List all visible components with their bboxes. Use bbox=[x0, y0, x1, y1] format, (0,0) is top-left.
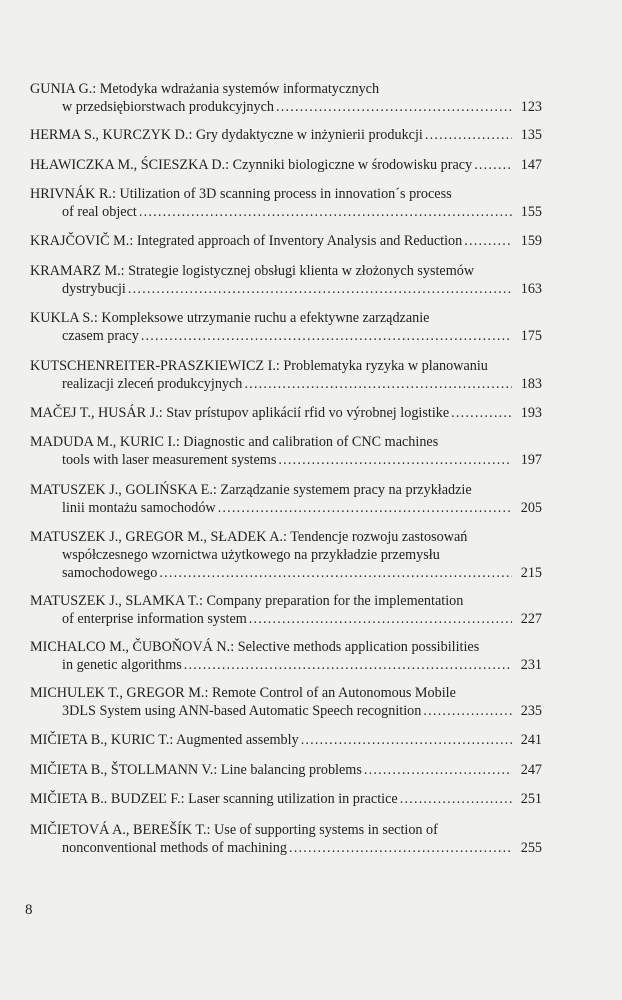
toc-page-number: 241 bbox=[520, 732, 542, 748]
toc-entry-text: MICHULEK T., GREGOR M.: Remote Control of an Autonomous Mobile bbox=[30, 685, 456, 701]
toc-entry-text: czasem pracy bbox=[62, 328, 139, 344]
toc-entry-text: samochodowego bbox=[62, 565, 158, 581]
toc-entry bbox=[30, 126, 542, 144]
toc-entry-text: tools with laser measurement systems bbox=[62, 452, 277, 468]
toc-entry-text: of real object bbox=[62, 204, 137, 220]
toc-entry-text: linii montażu samochodów bbox=[62, 500, 216, 516]
toc-entry-last-line bbox=[30, 451, 542, 469]
toc-leader-dots bbox=[423, 702, 512, 720]
toc-entry bbox=[30, 404, 542, 422]
toc-entry-text: nonconventional methods of machining bbox=[62, 840, 287, 856]
toc-entry-text: HRIVNÁK R.: Utilization of 3D scanning process in innovation´s process bbox=[30, 186, 452, 202]
toc-entry-last-line bbox=[30, 499, 542, 517]
toc-page-number: 123 bbox=[520, 99, 542, 115]
toc-leader-dots bbox=[218, 499, 512, 517]
toc-page-number: 193 bbox=[520, 405, 542, 421]
page-number: 8 bbox=[25, 902, 33, 918]
toc-entry-text: MIČIETA B., ŠTOLLMANN V.: Line balancing problems bbox=[30, 762, 362, 778]
toc-entry-text: dystrybucji bbox=[62, 281, 126, 297]
toc-leader-dots bbox=[141, 327, 512, 345]
toc-entry bbox=[30, 761, 542, 779]
toc-entry-text: MIČIETOVÁ A., BEREŠÍK T.: Use of supporting systems in section of bbox=[30, 822, 438, 838]
toc-entry-last-line bbox=[30, 280, 542, 298]
toc-entry-last-line bbox=[30, 702, 542, 720]
toc-leader-dots bbox=[184, 656, 512, 674]
toc-entry-last-line bbox=[30, 761, 542, 779]
toc-entry bbox=[30, 433, 542, 469]
toc-entry-last-line bbox=[30, 610, 542, 628]
toc-page-number: 227 bbox=[520, 611, 542, 627]
toc-page-number: 135 bbox=[520, 127, 542, 143]
toc-leader-dots bbox=[139, 203, 512, 221]
toc-page-number: 147 bbox=[520, 157, 542, 173]
toc-entry-last-line bbox=[30, 203, 542, 221]
toc-leader-dots bbox=[278, 451, 512, 469]
toc-leader-dots bbox=[249, 610, 512, 628]
toc-entry bbox=[30, 821, 542, 857]
toc-entry-text: MADUDA M., KURIC I.: Diagnostic and calibration of CNC machines bbox=[30, 434, 439, 450]
toc-entry-last-line bbox=[30, 98, 542, 116]
toc-entry-last-line bbox=[30, 656, 542, 674]
toc-entry bbox=[30, 638, 542, 674]
toc-leader-dots bbox=[425, 126, 512, 144]
toc-entry-text: MIČIETA B.. BUDZEĽ F.: Laser scanning utilization in practice bbox=[30, 791, 398, 807]
toc-entry-last-line bbox=[30, 232, 542, 250]
toc-entry bbox=[30, 528, 542, 582]
toc-entry bbox=[30, 156, 542, 174]
toc-entry-text: HŁAWICZKA M., ŚCIESZKA D.: Czynniki biologiczne w środowisku pracy bbox=[30, 157, 473, 173]
toc-page-number: 247 bbox=[520, 762, 542, 778]
toc-entry-last-line bbox=[30, 156, 542, 174]
toc-leader-dots bbox=[289, 839, 512, 857]
toc-leader-dots bbox=[364, 761, 512, 779]
toc-page-number: 215 bbox=[520, 565, 542, 581]
toc-page-number: 183 bbox=[520, 376, 542, 392]
toc-page-number: 251 bbox=[520, 791, 542, 807]
toc-entry bbox=[30, 262, 542, 298]
toc-entry-text: w przedsiębiorstwach produkcyjnych bbox=[62, 99, 274, 115]
toc-page-number: 163 bbox=[520, 281, 542, 297]
toc-entry-last-line bbox=[30, 126, 542, 144]
toc-leader-dots bbox=[451, 404, 512, 422]
toc-entry-last-line bbox=[30, 839, 542, 857]
toc-leader-dots bbox=[474, 156, 512, 174]
toc-entry-last-line bbox=[30, 404, 542, 422]
toc-entry-text: in genetic algorithms bbox=[62, 657, 182, 673]
toc-page-number: 255 bbox=[520, 840, 542, 856]
toc-entry-text: współczesnego wzornictwa użytkowego na przykładzie przemysłu bbox=[62, 547, 440, 563]
toc-page-number: 175 bbox=[520, 328, 542, 344]
toc-leader-dots bbox=[244, 375, 512, 393]
toc-entry-last-line bbox=[30, 327, 542, 345]
toc-entry-text: realizacji zleceń produkcyjnych bbox=[62, 376, 243, 392]
toc-page-number: 197 bbox=[520, 452, 542, 468]
toc-page-number: 235 bbox=[520, 703, 542, 719]
toc-entry-last-line bbox=[30, 564, 542, 582]
toc-entry-text: MATUSZEK J., GREGOR M., SŁADEK A.: Tendencje rozwoju zastosowań bbox=[30, 529, 468, 545]
toc-entry-last-line bbox=[30, 731, 542, 749]
toc-entry-text: MATUSZEK J., GOLIŃSKA E.: Zarządzanie systemem pracy na przykładzie bbox=[30, 482, 472, 498]
toc-entry bbox=[30, 790, 542, 808]
toc-entry bbox=[30, 357, 542, 393]
toc-entry-last-line bbox=[30, 790, 542, 808]
toc-leader-dots bbox=[464, 232, 512, 250]
toc-page-number: 159 bbox=[520, 233, 542, 249]
toc-page-number: 155 bbox=[520, 204, 542, 220]
toc-leader-dots bbox=[301, 731, 512, 749]
toc-entry bbox=[30, 592, 542, 628]
toc-page-number: 231 bbox=[520, 657, 542, 673]
toc-entry-text: 3DLS System using ANN-based Automatic Speech recognition bbox=[62, 703, 422, 719]
toc-entry-text: MIČIETA B., KURIC T.: Augmented assembly bbox=[30, 732, 299, 748]
toc-entry-text: MICHALCO M., ČUBOŇOVÁ N.: Selective methods application possibilities bbox=[30, 639, 480, 655]
toc-entry-text: MAČEJ T., HUSÁR J.: Stav prístupov aplikácií rfid vo výrobnej logistike bbox=[30, 405, 450, 421]
toc-entry bbox=[30, 232, 542, 250]
toc-entry-text: KUTSCHENREITER-PRASZKIEWICZ I.: Problematyka ryzyka w planowaniu bbox=[30, 358, 488, 374]
toc-entry-last-line bbox=[30, 375, 542, 393]
toc-leader-dots bbox=[159, 564, 512, 582]
toc-entry-text: KRAMARZ M.: Strategie logistycznej obsługi klienta w złożonych systemów bbox=[30, 263, 475, 279]
toc-entry-text: HERMA S., KURCZYK D.: Gry dydaktyczne w inżynierii produkcji bbox=[30, 127, 423, 143]
toc-entry-text: MATUSZEK J., SLAMKA T.: Company preparation for the implementation bbox=[30, 593, 464, 609]
toc-page-number: 205 bbox=[520, 500, 542, 516]
toc-leader-dots bbox=[276, 98, 512, 116]
toc-entry bbox=[30, 481, 542, 517]
toc-entry bbox=[30, 731, 542, 749]
toc-entry-text: GUNIA G.: Metodyka wdrażania systemów informatycznych bbox=[30, 81, 380, 97]
toc-entry-text: KUKLA S.: Kompleksowe utrzymanie ruchu a efektywne zarządzanie bbox=[30, 310, 430, 326]
toc-entry-text: of enterprise information system bbox=[62, 611, 247, 627]
toc-entry bbox=[30, 80, 542, 116]
toc-entry-text: KRAJČOVIČ M.: Integrated approach of Inventory Analysis and Reduction bbox=[30, 233, 463, 249]
toc-leader-dots bbox=[128, 280, 512, 298]
toc-entry bbox=[30, 684, 542, 720]
toc-entry bbox=[30, 309, 542, 345]
toc-leader-dots bbox=[400, 790, 512, 808]
toc-entry bbox=[30, 185, 542, 221]
